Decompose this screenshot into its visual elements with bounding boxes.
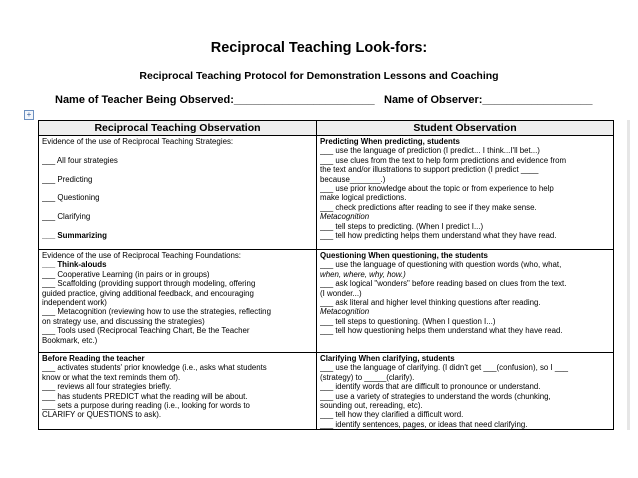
checklist-item: ___ Clarifying bbox=[42, 212, 91, 222]
vertical-scrollbar[interactable] bbox=[627, 120, 630, 430]
checklist-item: ___ Scaffolding (providing support through modeling, offering bbox=[42, 279, 256, 289]
page-subtitle: Reciprocal Teaching Protocol for Demonstration Lessons and Coaching bbox=[139, 70, 499, 82]
page-title: Reciprocal Teaching Look-fors: bbox=[210, 40, 428, 56]
checklist-item: ___ All four strategies bbox=[42, 155, 118, 165]
checklist-item: ___ Cooperative Learning (in pairs or in groups) bbox=[42, 269, 210, 279]
checklist-item: ___ tell steps to questioning. (When I question I...) bbox=[320, 316, 496, 326]
section-heading: Questioning When questioning, the students bbox=[320, 251, 488, 260]
text-line: (I wonder...) bbox=[320, 288, 362, 298]
checklist-item: ___ Think-alouds bbox=[42, 260, 107, 270]
checklist-item: ___ Questioning bbox=[42, 193, 100, 203]
text-line: Evidence of the use of Reciprocal Teaching Foundations: bbox=[42, 251, 241, 260]
checklist-item: ___ tell how they clarified a difficult word. bbox=[320, 410, 464, 420]
checklist-item: ___ Summarizing bbox=[42, 230, 107, 240]
checklist-item: ___ use the language of questioning with question words (who, what, bbox=[320, 260, 562, 270]
metacognition-label: Metacognition bbox=[320, 307, 370, 317]
checklist-item: ___ check predictions after reading to see if they make sense. bbox=[320, 202, 537, 212]
row2-left-cell bbox=[42, 251, 314, 345]
checklist-item: ___ reviews all four strategies briefly. bbox=[42, 382, 172, 392]
text-line: sounding out, rereading, etc). bbox=[320, 401, 423, 411]
checklist-item: ___ Tools used (Reciprocal Teaching Chart, Be the Teacher bbox=[42, 326, 250, 336]
row3-left-cell bbox=[42, 354, 314, 420]
row-divider bbox=[39, 135, 613, 136]
text-line: the text and/or illustrations to support prediction (I predict ____ bbox=[320, 165, 539, 175]
header-reciprocal-teaching-observation: Reciprocal Teaching Observation bbox=[39, 121, 316, 135]
text-line: guided practice, giving additional feedback, and encouraging bbox=[42, 288, 254, 298]
checklist-item: ___ tell how predicting helps them understand what they have read. bbox=[320, 231, 557, 241]
text-line: independent work) bbox=[42, 298, 107, 308]
checklist-item: ___ use clues from the text to help form predictions and evidence from bbox=[320, 155, 567, 165]
teacher-name-field: Name of Teacher Being Observed:_______________________ bbox=[55, 94, 375, 106]
row-divider bbox=[39, 352, 613, 353]
checklist-item: ___ Predicting bbox=[42, 174, 93, 184]
text-line: CLARIFY or QUESTIONS to ask). bbox=[42, 410, 162, 420]
section-heading: Before Reading the teacher bbox=[42, 354, 145, 363]
checklist-item: ___ ask literal and higher level thinking questions after reading. bbox=[320, 298, 541, 308]
row1-right-cell bbox=[320, 137, 612, 240]
checklist-item: ___ use prior knowledge about the topic or from experience to help bbox=[320, 184, 554, 194]
checklist-item: ___ sets a purpose during reading (i.e., looking for words to bbox=[42, 401, 250, 411]
metacognition-label: Metacognition bbox=[320, 212, 370, 222]
observation-table bbox=[38, 120, 614, 430]
text-line: Evidence of the use of Reciprocal Teaching Strategies: bbox=[42, 137, 234, 146]
row-divider bbox=[39, 249, 613, 250]
checklist-item: ___ ask logical "wonders" before reading based on clues from the text. bbox=[320, 279, 567, 289]
move-handle-icon[interactable]: + bbox=[24, 110, 34, 120]
text-line: (strategy) to _____(clarify). bbox=[320, 372, 415, 382]
row2-right-cell bbox=[320, 251, 612, 336]
checklist-item: ___ use the language of prediction (I predict... I think...I'll bet...) bbox=[320, 146, 540, 156]
row3-right-cell bbox=[320, 354, 612, 429]
checklist-item: ___ tell steps to predicting. (When I predict I...) bbox=[320, 221, 484, 231]
text-line: make logical predictions. bbox=[320, 193, 407, 203]
section-heading: Clarifying When clarifying, students bbox=[320, 354, 455, 363]
text-line: Bookmark, etc.) bbox=[42, 335, 98, 345]
row1-left-cell bbox=[42, 137, 314, 240]
checklist-item: ___ identify sentences, pages, or ideas that need clarifying. bbox=[320, 419, 528, 429]
observer-name-field: Name of Observer:__________________ bbox=[384, 94, 593, 106]
checklist-item: ___ use the language of clarifying. (I didn't get ___(confusion), so I ___ bbox=[320, 363, 569, 373]
text-line bbox=[42, 146, 314, 155]
text-line: when, where, why, how.) bbox=[320, 269, 406, 279]
checklist-item: ___ use a variety of strategies to understand the words (chunking, bbox=[320, 391, 551, 401]
checklist-item: ___ tell how questioning helps them understand what they have read. bbox=[320, 326, 563, 336]
header-student-observation: Student Observation bbox=[317, 121, 613, 135]
checklist-item: ___ Metacognition (reviewing how to use the strategies, reflecting bbox=[42, 307, 271, 317]
column-divider bbox=[316, 121, 317, 429]
section-heading: Predicting When predicting, students bbox=[320, 137, 460, 146]
text-line: on strategy use, and discussing the strategies) bbox=[42, 316, 205, 326]
checklist-item: ___ identify words that are difficult to pronounce or understand. bbox=[320, 382, 541, 392]
checklist-item: ___ has students PREDICT what the reading will be about. bbox=[42, 391, 248, 401]
text-line: know or what the text reminds them of). bbox=[42, 372, 181, 382]
checklist-item: ___ activates students' prior knowledge (i.e., asks what students bbox=[42, 363, 267, 373]
text-line: because_______.) bbox=[320, 174, 386, 184]
